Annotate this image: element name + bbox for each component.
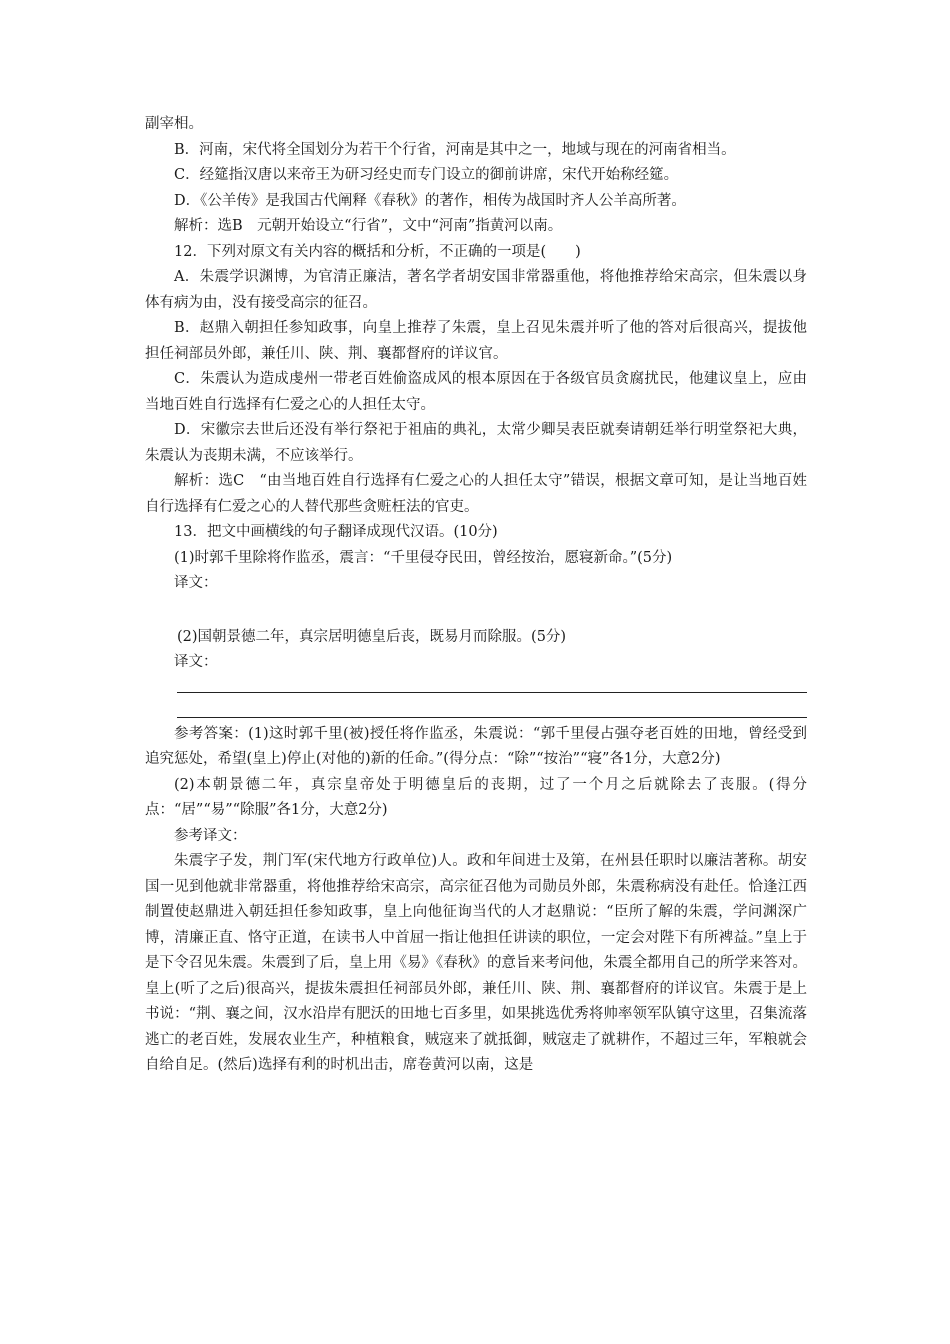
answer-blank-1 [145,597,807,625]
answer-line-2 [177,717,807,718]
q12-option-b: B．赵鼎入朝担任参知政事，向皇上推荐了朱震，皇上召见朱震并听了他的答对后很高兴，提拔他担任祠部员外郎，兼任川、陕、荆、襄都督府的详议官。 [145,320,807,362]
page-content [145,112,807,1079]
reference-translation-heading: 参考译文： [174,827,247,844]
reference-answer-1: 参考答案：(1)这时郭千里(被)授任将作监丞，朱震说：“郭千里侵占强夺老百姓的田地，曾经受到追究惩处，希望(皇上)停止(对他的)新的任命。”(得分点：“除”“按治”“寝”各1分，大意2分) [145,725,807,767]
q12-option-a: A．朱震学识渊博，为官清正廉洁，著名学者胡安国非常器重他，将他推荐给宋高宗，但朱震以身体有病为由，没有接受高宗的征召。 [145,269,807,311]
option-b: B．河南，宋代将全国划分为若干个行省，河南是其中之一，地域与现在的河南省相当。 [174,141,736,158]
translation-label-2: 译文： [174,654,218,670]
q13-sentence-2: (2)国朝景德二年，真宗居明德皇后丧，既易月而除服。(5分) [177,628,567,645]
translation-label-1: 译文： [174,575,218,591]
analysis-12: 解析：选C “由当地百姓自行选择有仁爱之心的人担任太守”错误，根据文章可知，是让当地百姓自行选择有仁爱之心的人替代那些贪赃枉法的官吏。 [145,473,807,515]
q12-option-d: D．宋徽宗去世后还没有举行祭祀于祖庙的典礼，太常少卿吴表臣就奏请朝廷举行明堂祭祀大典，朱震认为丧期未满，不应该举行。 [145,422,807,464]
text-line: 副宰相。 [145,116,203,132]
answer-line-1 [177,692,807,693]
q12-option-c: C．朱震认为造成虔州一带老百姓偷盗成风的根本原因在于各级官员贪腐扰民，他建议皇上，应由当地百姓自行选择有仁爱之心的人担任太守。 [145,371,807,413]
option-d: D．《公羊传》是我国古代阐释《春秋》的著作，相传为战国时齐人公羊高所著。 [174,192,686,209]
option-c: C．经筵指汉唐以来帝王为研习经史而专门设立的御前讲席，宋代开始称经筵。 [174,167,679,183]
question-12: 12．下列对原文有关内容的概括和分析，不正确的一项是( ) [174,243,581,260]
analysis-11: 解析：选B 元朝开始设立“行省”，文中“河南”指黄河以南。 [174,218,563,234]
question-13: 13．把文中画横线的句子翻译成现代汉语。(10分) [174,524,498,540]
reference-answer-2: (2)本朝景德二年，真宗皇帝处于明德皇后的丧期，过了一个月之后就除去了丧服。(得分点：“居”“易”“除服”各1分，大意2分) [145,776,807,818]
reference-translation-body: 朱震字子发，荆门军(宋代地方行政单位)人。政和年间进士及第，在州县任职时以廉洁著称。胡安国一见到他就非常器重，将他推荐给宋高宗，高宗征召他为司勋员外郎，朱震称病没有赴任。恰逢江西制置使赵鼎进入朝廷担任参知政事，皇上向他征询当代的人才赵鼎说：“臣所了解的朱震，学问渊深广博，清廉正直、恪守正道，在读书人中首屈一指让他担任讲读的职位，一定会对陛下有所裨益。”皇上于是下令召见朱震。朱震到了后，皇上用《易》《春秋》的意旨来考问他，朱震全都用自己的所学来答对。皇上(听了之后)很高兴，提拔朱震担任祠部员外郎，兼任川、陕、荆、襄都督府的详议官。朱震于是上书说：“荆、襄之间，汉水沿岸有肥沃的田地七百多里，如果挑选优秀将帅率领军队镇守这里，召集流落逃亡的老百姓，发展农业生产，种植粮食，贼寇来了就抵御，贼寇走了就耕作，不超过三年，军粮就会自给自足。(然后)选择有利的时机出击，席卷黄河以南，这是 [145,853,807,1073]
q13-sentence-1: (1)时郭千里除将作监丞，震言：“千里侵夺民田，曾经按治，愿寝新命。”(5分) [174,549,673,566]
